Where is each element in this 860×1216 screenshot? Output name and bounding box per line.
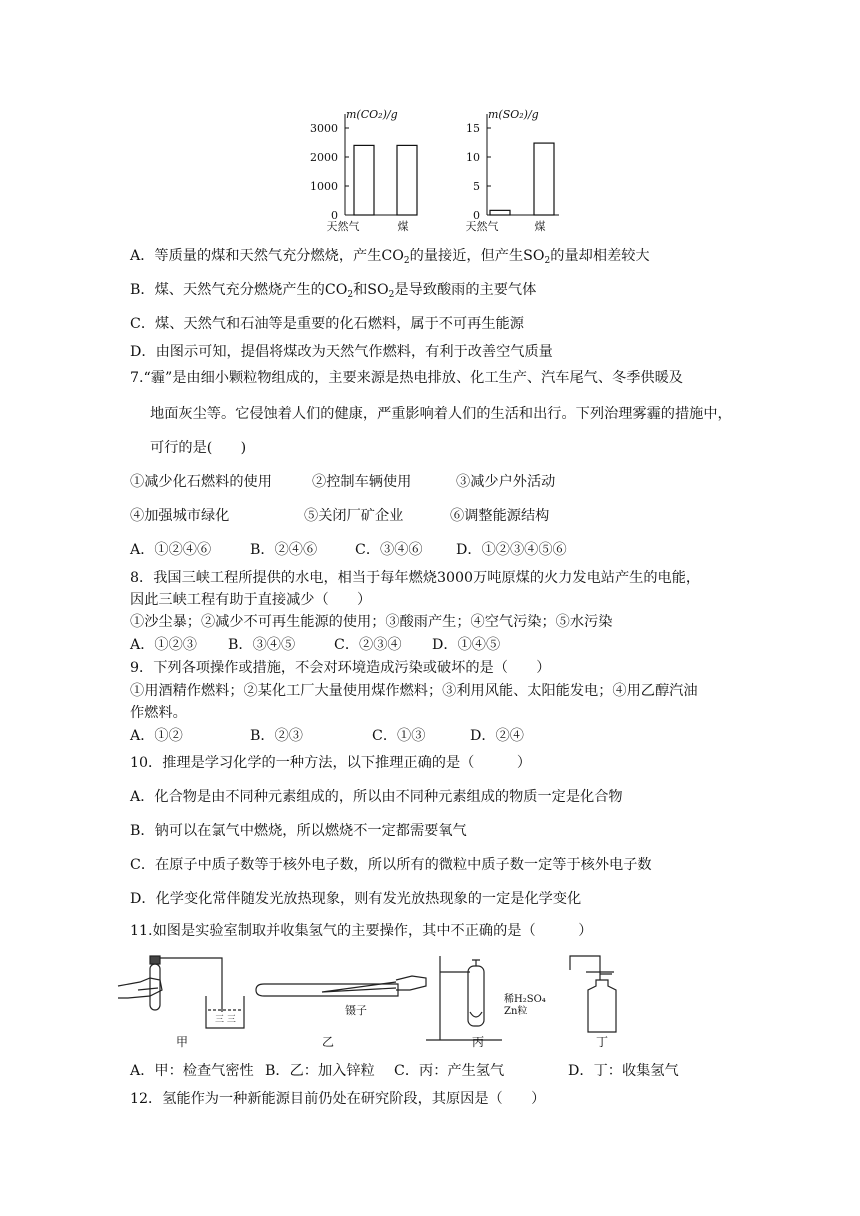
q7-item-2: ②控制车辆使用: [312, 474, 412, 490]
category-label: 天然气: [465, 220, 499, 233]
test-tube-jia: [150, 964, 160, 1010]
bar-coal: [397, 145, 417, 215]
iron-stand: [426, 956, 502, 1040]
category-label: 煤: [397, 220, 409, 233]
category-label: 煤: [534, 220, 546, 233]
zinc-label: Zn粒: [504, 1006, 528, 1017]
q9-option-c: C．①③: [372, 728, 426, 744]
q11-option-a: A．甲：检查气密性: [130, 1063, 254, 1079]
q7-item-3: ③减少户外活动: [456, 474, 556, 490]
bar-natural-gas: [354, 145, 374, 215]
test-tube-yi: [256, 984, 398, 996]
y-tick-label: 10: [466, 151, 480, 164]
q10-option-a: A．化合物是由不同种元素组成的，所以由不同种元素组成的物质一定是化合物: [130, 789, 623, 805]
q11-option-d: D．丁：收集氢气: [568, 1063, 679, 1079]
fig-label-ding: 丁: [596, 1035, 609, 1049]
q6-option-c: C．煤、天然气和石油等是重要的化石燃料，属于不可再生能源: [130, 316, 524, 332]
category-label: 天然气: [326, 220, 360, 233]
q8-option-b: B．③④⑤: [228, 637, 296, 653]
q8-option-a: A．①②③: [130, 637, 197, 653]
q6-option-b: B．煤、天然气充分燃烧产生的$CO_2$和$SO_2$是导致酸雨的主要气体: [130, 282, 537, 300]
q10-option-c: C．在原子中质子数等于核外电子数，所以所有的微粒中质子数一定等于核外电子数: [130, 857, 652, 873]
q7-item-1: ①减少化石燃料的使用: [130, 474, 272, 490]
q7-stem-1: 7.“霾”是由细小颗粒物组成的，主要来源是热电排放、化工生产、汽车尾气、冬季供暖及: [130, 370, 683, 386]
q6-option-d: D．由图示可知，提倡将煤改为天然气作燃料，有利于改善空气质量: [130, 344, 553, 360]
y-tick-label: 3000: [310, 122, 338, 135]
q8-option-d: D．①④⑤: [432, 637, 501, 653]
q11-option-b: B．乙：加入锌粒: [265, 1063, 375, 1079]
q9-stem-2: ①用酒精作燃料；②某化工厂大量使用煤作燃料；③利用风能、太阳能发电；④用乙醇汽油: [130, 683, 698, 699]
q7-item-4: ④加强城市绿化: [130, 508, 230, 524]
q7-option-c: C．③④⑥: [355, 542, 423, 558]
charts-figure: [0, 0, 860, 240]
y-axis-label: m(CO₂)/g: [346, 108, 398, 121]
q7-stem-2: 地面灰尘等。它侵蚀着人们的健康，严重影响着人们的生活和出行。下列治理雾霾的措施中，: [150, 406, 732, 422]
q7-option-d: D．①②③④⑤⑥: [456, 542, 567, 558]
q11-stem: 11.如图是实验室制取并收集氢气的主要操作，其中不正确的是（ ）: [130, 923, 593, 939]
svg-text:三 三: 三 三: [215, 1015, 236, 1025]
q10-option-b: B．钠可以在氯气中燃烧，所以燃烧不一定都需要氧气: [130, 823, 467, 839]
fig-label-bing: 丙: [472, 1035, 485, 1049]
q9-option-d: D．②④: [470, 728, 524, 744]
q7-option-a: A．①②④⑥: [130, 542, 212, 558]
lab-apparatus-figure: [0, 952, 860, 1052]
acid-label: 稀H₂SO₄: [504, 994, 546, 1005]
q12-stem: 12．氢能作为一种新能源目前仍处在研究阶段，其原因是（ ）: [130, 1091, 546, 1107]
q8-stem-2: 因此三峡工程有助于直接减少（ ）: [130, 592, 372, 608]
q10-option-d: D．化学变化常伴随发光放热现象，则有发光放热现象的一定是化学变化: [130, 891, 582, 907]
q7-option-b: B．②④⑥: [250, 542, 318, 558]
tweezers-label: 镊子: [345, 1004, 367, 1017]
q10-stem: 10．推理是学习化学的一种方法，以下推理正确的是（ ）: [130, 755, 532, 771]
q9-option-a: A．①②: [130, 728, 183, 744]
y-tick-label: 0: [331, 209, 338, 222]
q7-item-5: ⑤关闭厂矿企业: [304, 508, 404, 524]
q9-option-b: B．②③: [250, 728, 303, 744]
q9-stem-1: 9．下列各项操作或措施，不会对环境造成污染或破坏的是（ ）: [130, 660, 551, 676]
q9-stem-3: 作燃料。: [130, 705, 187, 721]
y-tick-label: 5: [473, 180, 480, 193]
y-tick-label: 2000: [310, 151, 338, 164]
q8-items: ①沙尘暴；②减少不可再生能源的使用；③酸雨产生；④空气污染；⑤水污染: [130, 614, 613, 630]
gas-bottle: [588, 980, 616, 1032]
q6-option-a: A．等质量的煤和天然气充分燃烧，产生$CO_2$的量接近，但产生$SO_2$的量却相差较大: [130, 248, 650, 266]
fig-label-jia: 甲: [176, 1035, 189, 1049]
y-axis-label: m(SO₂)/g: [488, 108, 539, 121]
y-tick-label: 15: [466, 122, 480, 135]
co2-bar-chart: [310, 108, 417, 233]
y-tick-label: 0: [473, 209, 480, 222]
so2-bar-chart: [466, 108, 560, 233]
bar-coal: [534, 143, 554, 215]
q7-stem-3: 可行的是( ): [150, 440, 247, 456]
q8-stem-1: 8．我国三峡工程所提供的水电，相当于每年燃烧3000万吨原煤的火力发电站产生的电能，: [130, 570, 701, 586]
bar-natural-gas: [490, 210, 510, 215]
q7-item-6: ⑥调整能源结构: [450, 508, 550, 524]
y-tick-label: 1000: [310, 180, 338, 193]
fig-label-yi: 乙: [322, 1035, 335, 1049]
q11-option-c: C．丙：产生氢气: [394, 1063, 505, 1079]
hand-yi-icon: [396, 976, 426, 990]
q8-option-c: C．②③④: [334, 637, 402, 653]
